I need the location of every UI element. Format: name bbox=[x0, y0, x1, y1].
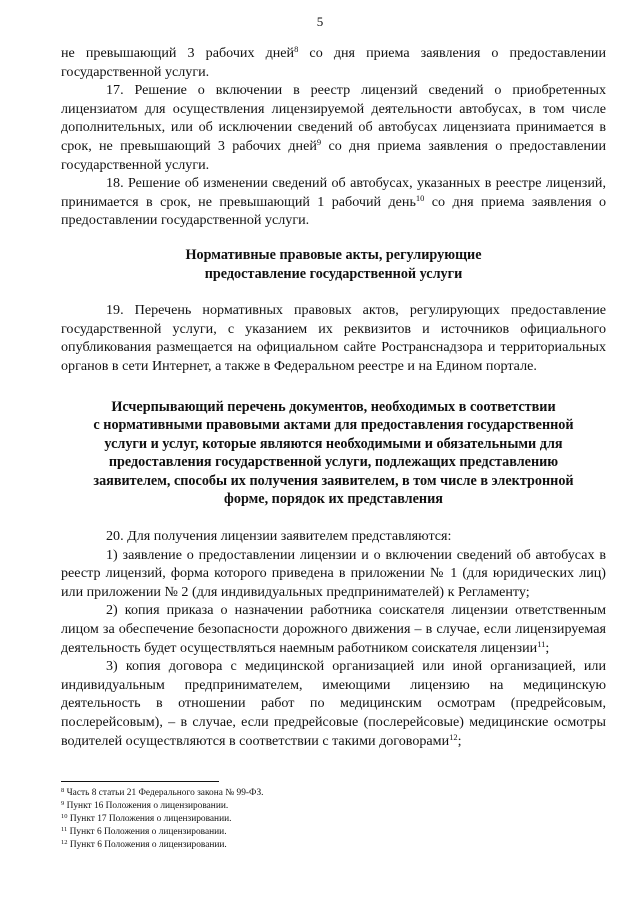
paragraph-text: 3) копия договора с медицинской организацией или иной организацией, или индивидуальным предпринимателем, имеющими лицензию на медицинскую деятельность в отношении работ по медицинским осмотрам (предрейсовым, послерейсовым), – в случае, если предрейсовые (послерейсовые) медицинские осмотры водителей осуществляются в соответствии с такими договорами bbox=[61, 658, 606, 749]
heading-line: предоставление государственной услуги bbox=[204, 265, 463, 282]
paragraph-text: не превышающий 3 рабочих дней bbox=[61, 45, 295, 61]
paragraph-text: со дня приема заявления о предоставлении государственной услуги. bbox=[61, 137, 606, 173]
footnote-text: Пункт 6 Положения о лицензировании. bbox=[67, 840, 227, 850]
footnote-text: Пункт 16 Положения о лицензировании. bbox=[64, 801, 229, 811]
footnote bbox=[61, 813, 606, 826]
footnote-separator bbox=[61, 781, 219, 782]
paragraph-text: со дня приема заявления о предоставлении государственной услуги. bbox=[61, 45, 606, 80]
footnote bbox=[61, 800, 606, 813]
heading-line: услуги и услуг, которые являются необходимыми и обязательными для bbox=[104, 435, 563, 452]
paragraph-text: 19. Перечень нормативных правовых актов, регулирующих предоставление государственной услуги, с указанием их реквизитов и источников официального опубликования размещается на официальном сайте Ространснадзора и территориальных органов в сети Интернет, а также в Федеральном реестре и на Едином портале. bbox=[61, 302, 606, 374]
paragraph bbox=[61, 601, 606, 657]
heading-line: Нормативные правовые акты, регулирующие bbox=[185, 246, 482, 263]
paragraph bbox=[61, 546, 606, 602]
heading-line: заявителем, способы их получения заявителем, в том числе в электронной bbox=[93, 472, 574, 489]
footnote-reference[interactable]: 11 bbox=[537, 638, 546, 649]
footnote-number: 11 bbox=[61, 826, 68, 833]
paragraph-text: 18. Решение об изменении сведений об автобусах, указанных в реестре лицензий, принимается в срок, не превышающий 1 рабочий день bbox=[61, 175, 606, 210]
footnote-number: 8 bbox=[61, 787, 65, 794]
footnote-text: Пункт 6 Положения о лицензировании. bbox=[67, 827, 227, 837]
page-number: 5 bbox=[316, 14, 324, 29]
footnote-reference[interactable]: 9 bbox=[316, 136, 322, 147]
paragraph-text: 20. Для получения лицензии заявителем представляются: bbox=[106, 528, 452, 545]
heading-line: Исчерпывающий перечень документов, необходимых в соответствии bbox=[111, 398, 556, 415]
footnotes bbox=[61, 781, 606, 852]
paragraph-text: 17. Решение о включении в реестр лицензий сведений о приобретенных лицензиатом для осуществления лицензируемой деятельности автобусах, в том числе дополнительных, или об исключении сведений об автобусах лицензиата принимается в срок, не превышающий 3 рабочих дней bbox=[61, 82, 606, 154]
paragraph-text: ; bbox=[545, 639, 550, 656]
document-body bbox=[61, 44, 606, 750]
paragraph-text: ; bbox=[457, 732, 462, 749]
footnote-reference[interactable]: 10 bbox=[415, 192, 425, 203]
paragraph-text: 1) заявление о предоставлении лицензии и о включении сведений об автобусах в реестр лицензий, форма которого приведена в приложении № 1 (для юридических лиц) или приложении № 2 (для индивидуальных предпринимателей) к Регламенту; bbox=[61, 546, 606, 600]
paragraph bbox=[61, 81, 606, 174]
footnote-reference[interactable]: 12 bbox=[449, 731, 458, 742]
footnote bbox=[61, 787, 606, 800]
footnote-number: 12 bbox=[61, 839, 68, 846]
footnote bbox=[61, 839, 606, 852]
paragraph bbox=[61, 527, 606, 546]
footnote-number: 9 bbox=[61, 800, 65, 807]
paragraph-text: 2) копия приказа о назначении работника соискателя лицензии ответственным лицом за обеспечение безопасности дорожного движения – в случае, если лицензируемая деятельность будет осуществляться наемным работником соискателя лицензии bbox=[61, 602, 606, 656]
paragraph bbox=[61, 657, 606, 750]
section-heading bbox=[61, 398, 606, 510]
footnote-text: Часть 8 статьи 21 Федерального закона № 99-ФЗ. bbox=[64, 788, 264, 798]
footnote-text: Пункт 17 Положения о лицензировании. bbox=[67, 814, 232, 824]
footnote bbox=[61, 826, 606, 839]
section-heading bbox=[61, 246, 606, 283]
paragraph bbox=[61, 301, 606, 375]
heading-line: форме, порядок их представления bbox=[224, 491, 443, 508]
heading-line: с нормативными правовыми актами для предоставления государственной bbox=[93, 417, 574, 434]
paragraph-text: со дня приема заявления о предоставлении государственной услуги. bbox=[61, 193, 606, 229]
heading-line: предоставления государственной услуги, подлежащих представлению bbox=[108, 454, 559, 471]
paragraph bbox=[61, 44, 606, 81]
footnote-reference[interactable]: 8 bbox=[294, 44, 299, 54]
footnote-number: 10 bbox=[61, 813, 68, 820]
paragraph bbox=[61, 174, 606, 230]
